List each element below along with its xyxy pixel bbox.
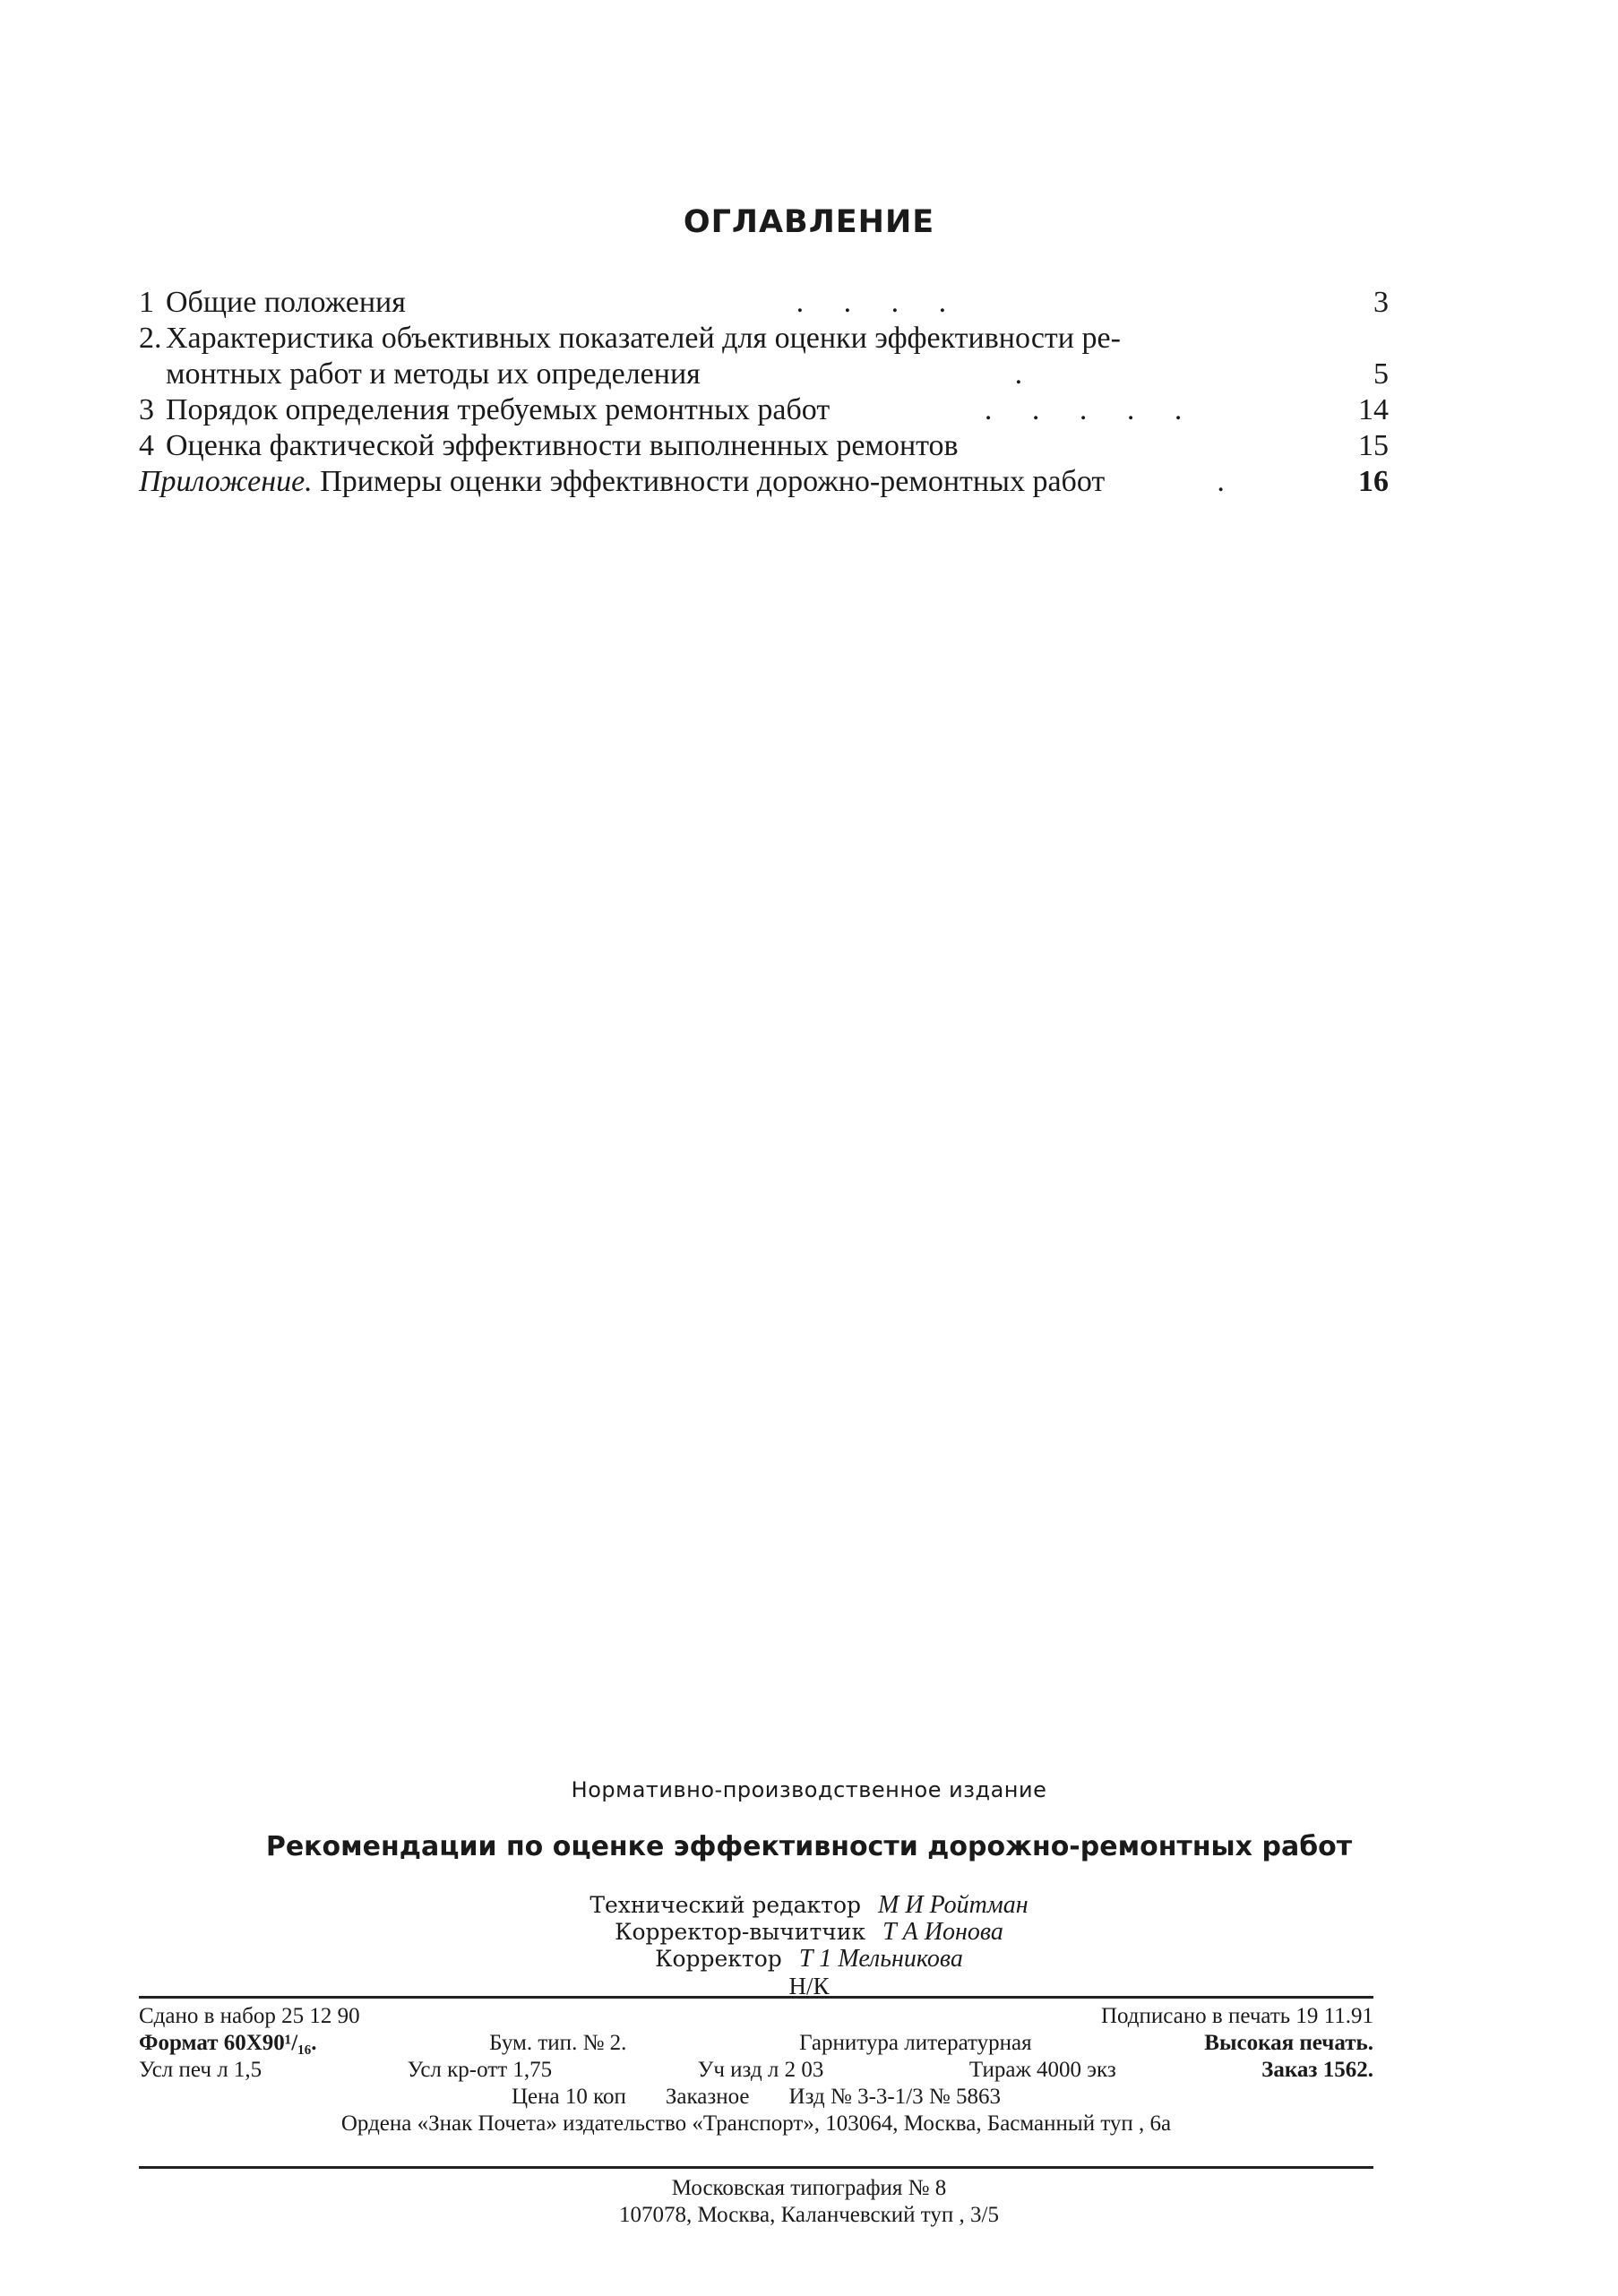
imprint-signed-date: Подписано в печать 19 11.91 [1100, 2004, 1373, 2028]
imprint-block [139, 2003, 1373, 2137]
divider-rule-bottom [139, 2166, 1373, 2169]
imprint-print-method: Высокая печать. [1204, 2031, 1373, 2055]
toc-entry-text: монтных работ и методы их определения [166, 357, 701, 391]
credit-person: М И Ройтман [878, 1891, 1028, 1919]
toc-entry [139, 428, 1389, 464]
imprint-row [139, 2030, 1373, 2057]
printer-address: 107078, Москва, Каланчевский туп , 3/5 [619, 2203, 999, 2227]
toc-entry-number: 4 [139, 429, 154, 462]
imprint-typeface: Гарнитура литературная [799, 2031, 1032, 2055]
imprint-publisher [139, 2111, 1373, 2137]
imprint-edition-number: Изд № 3-3-1/3 № 5863 [788, 2085, 1002, 2109]
divider-rule-top [139, 1996, 1373, 1999]
toc-entry-text [139, 464, 1105, 500]
toc-entry-page: 5 [1373, 357, 1389, 391]
appendix-title: Примеры оценки эффективности дорожно-ремонтных работ [320, 465, 1106, 498]
credit-person: Т 1 Мельникова [798, 1945, 963, 1973]
credit-line [0, 1892, 1618, 1919]
toc-entry-page: 14 [1358, 393, 1389, 426]
toc-leader-dots: . [1217, 465, 1241, 498]
toc-entry-text: Общие положения [166, 286, 406, 319]
credit-role: Технический редактор [590, 1892, 862, 1918]
credits [0, 1892, 1618, 1999]
imprint-pub-sheets: Уч изд л 2 03 [697, 2058, 824, 2082]
toc-entry-page: 16 [1358, 465, 1389, 498]
credit-role: Корректор [655, 1946, 782, 1972]
toc-entry-appendix [139, 464, 1389, 500]
publication-type: Нормативно-производственное издание [571, 1777, 1047, 1802]
toc-entry-page: 15 [1358, 429, 1389, 462]
imprint-price: Цена 10 коп [511, 2085, 626, 2109]
toc-entry-text: Оценка фактической эффективности выполненных ремонтов [166, 429, 959, 462]
toc-entry [139, 321, 1389, 357]
toc-title: ОГЛАВЛЕНИЕ [683, 204, 935, 240]
toc-entry [139, 285, 1389, 321]
imprint-order: Заказ 1562. [1261, 2058, 1373, 2082]
toc-entry-number: 3 [139, 393, 154, 426]
imprint-print-sheets: Усл печ л 1,5 [139, 2058, 262, 2082]
toc-leader-dots: . . . . [796, 286, 963, 319]
imprint-custom: Заказное [665, 2085, 750, 2109]
toc-entry-text: Характеристика объективных показателей для оценки эффективности ре- [166, 322, 1121, 355]
credit-role: Корректор-вычитчик [615, 1919, 866, 1945]
imprint-row [139, 2057, 1373, 2084]
printer-info [0, 2175, 1618, 2229]
toc-leader-dots: . [1014, 357, 1039, 391]
imprint-paper: Бум. тип. № 2. [489, 2031, 627, 2055]
publisher-address: Ордена «Знак Почета» издательство «Транспорт», 103064, Москва, Басманный туп , 6а [340, 2111, 1172, 2136]
nk-mark: Н/К [788, 1973, 830, 1999]
toc-entry-continuation [139, 357, 1389, 392]
credit-person: Т А Ионова [882, 1918, 1003, 1946]
toc-entry [139, 392, 1389, 428]
toc-entry-text: Порядок определения требуемых ремонтных работ [166, 393, 831, 426]
toc-entry-number: 1 [139, 286, 154, 319]
table-of-contents [139, 285, 1389, 500]
toc-leader-dots: . . . . . [984, 393, 1199, 426]
appendix-label: Приложение. [139, 465, 313, 498]
imprint-row [139, 2003, 1373, 2030]
imprint-typeset-date: Сдано в набор 25 12 90 [139, 2004, 360, 2028]
imprint-color-prints: Усл кр-отт 1,75 [407, 2058, 553, 2082]
imprint-circulation: Тираж 4000 экз [968, 2058, 1116, 2082]
publication-title: Рекомендации по оценке эффективности дорожно-ремонтных работ [265, 1831, 1353, 1862]
credit-line [0, 1919, 1618, 1946]
toc-entry-number: 2. [139, 322, 162, 355]
imprint-format: Формат 60Х90¹/₁₆. [139, 2031, 317, 2055]
toc-entry-page: 3 [1373, 286, 1389, 319]
imprint-row [139, 2084, 1373, 2111]
printer-name: Московская типография № 8 [671, 2176, 947, 2200]
credit-line [0, 1946, 1618, 1973]
